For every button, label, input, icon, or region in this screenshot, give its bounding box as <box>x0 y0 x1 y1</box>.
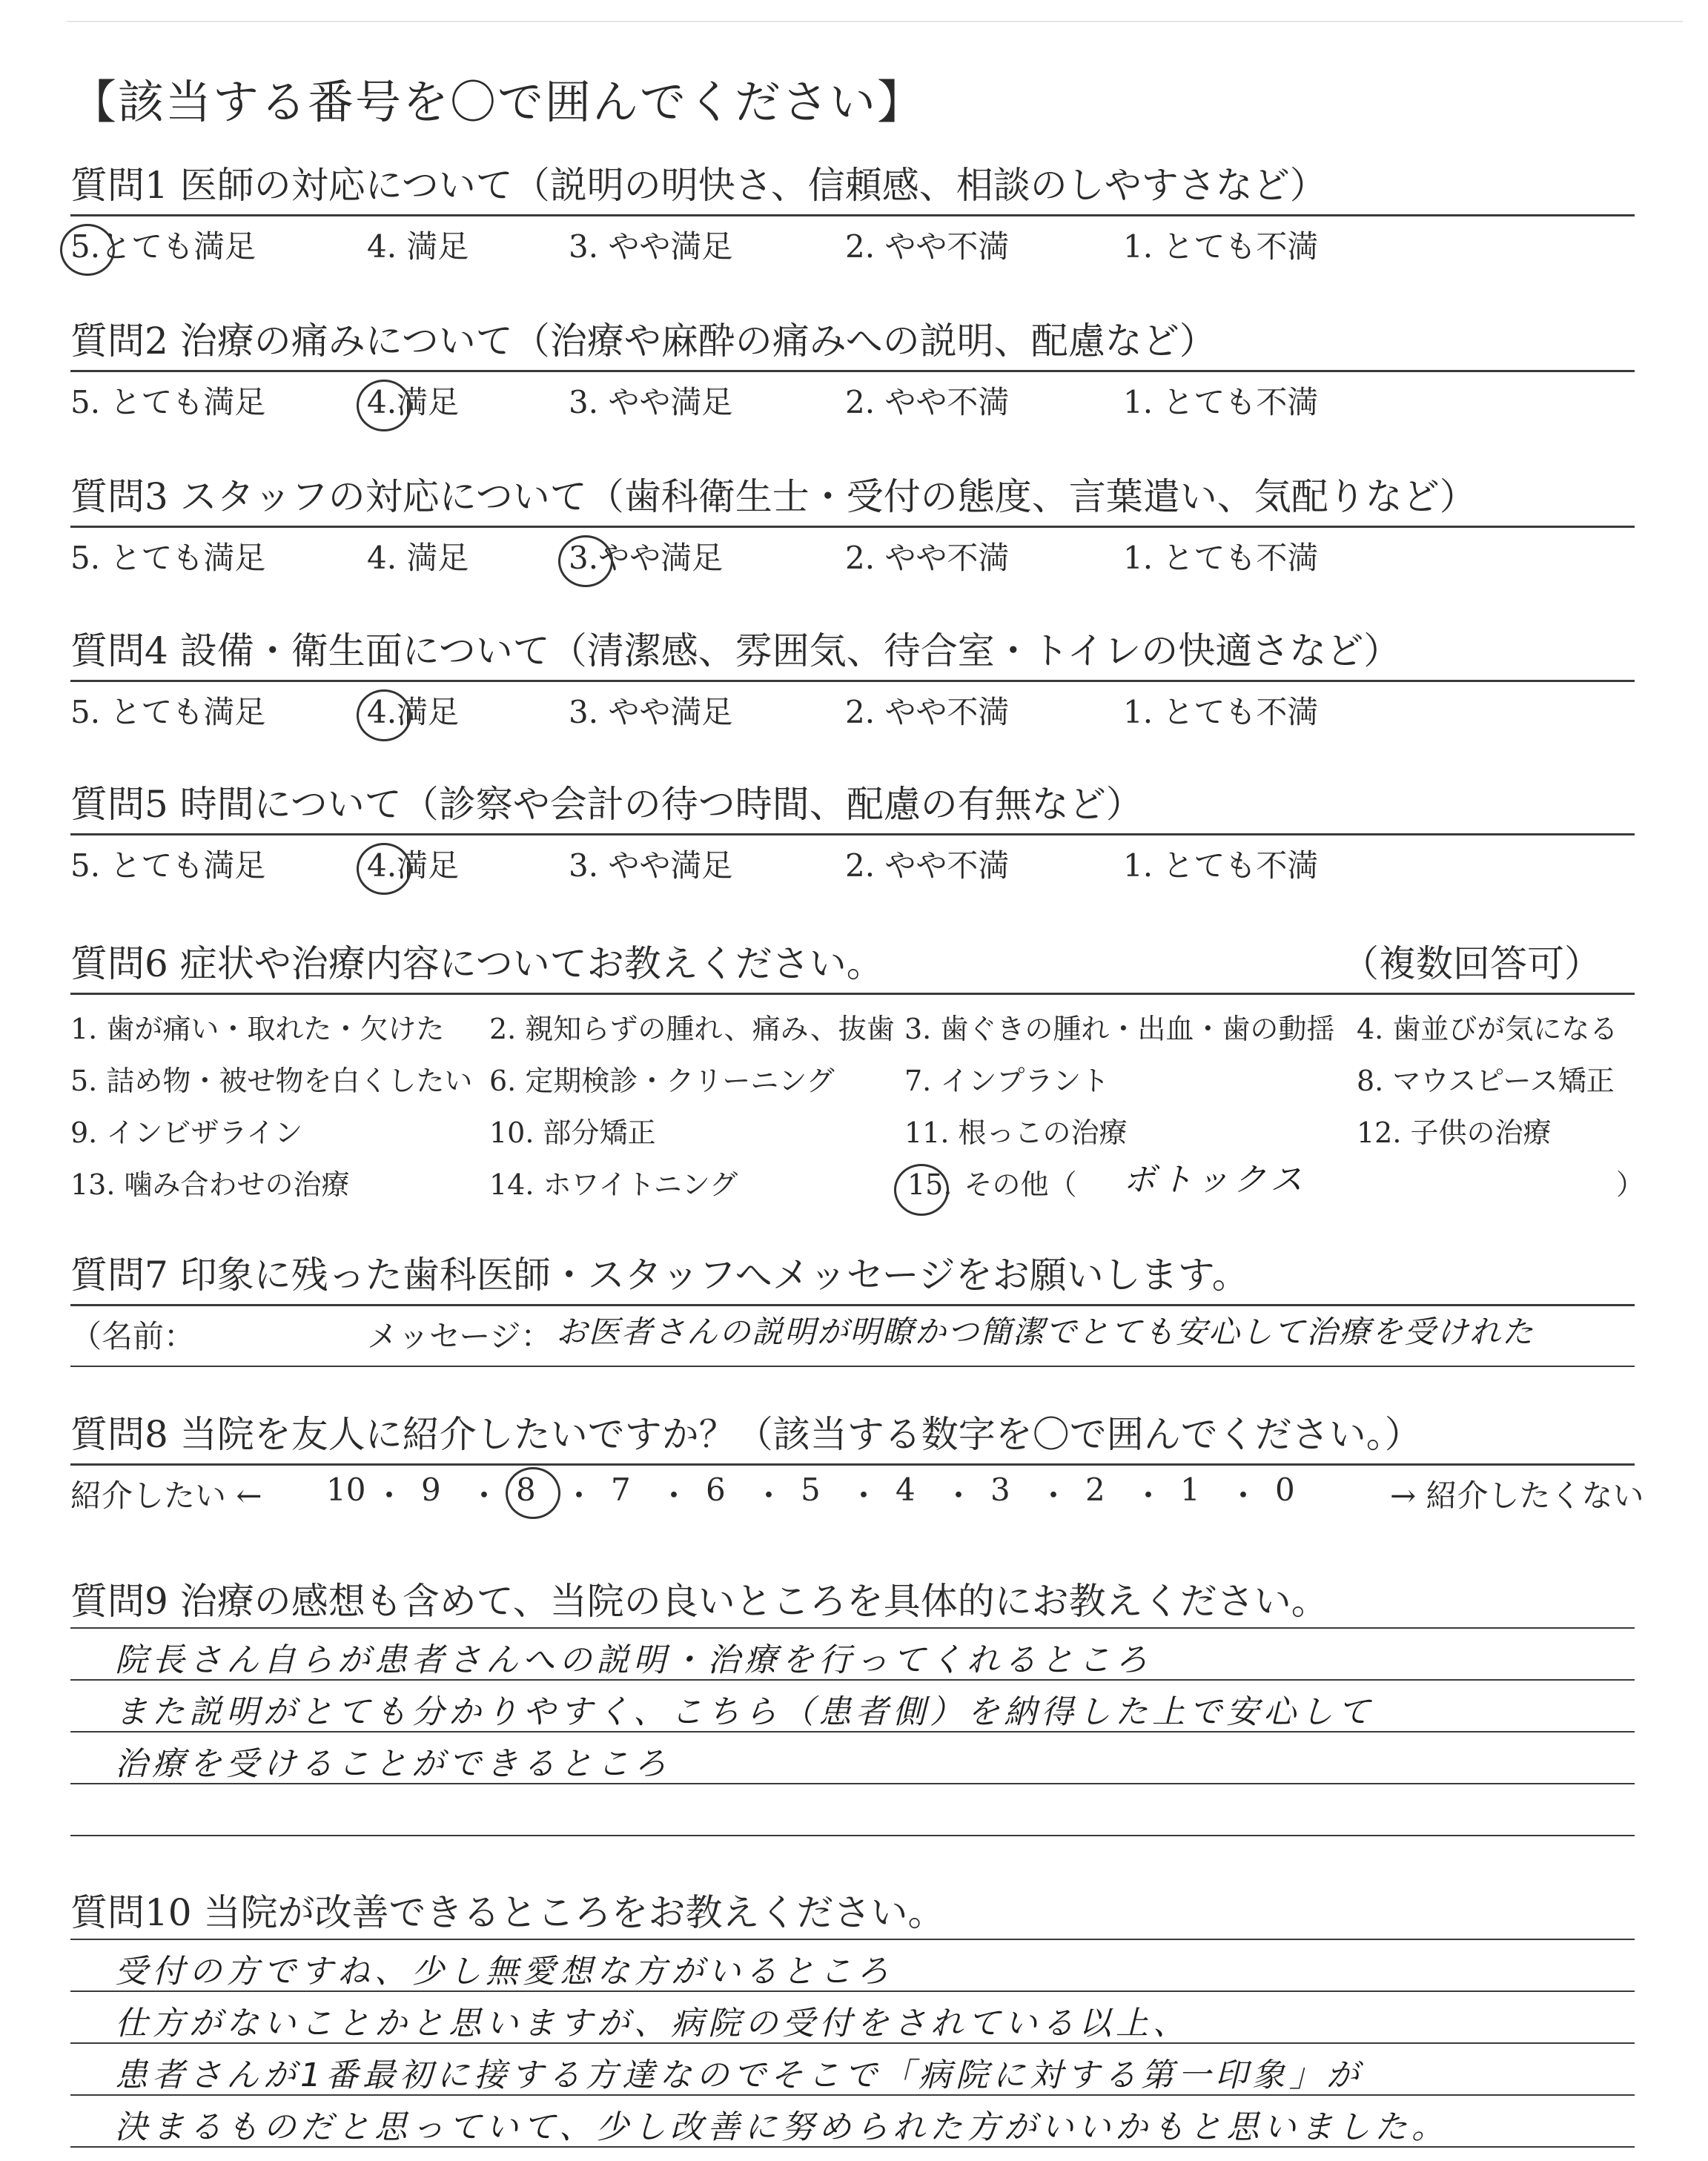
scale-value[interactable]: 5 <box>801 1472 821 1508</box>
rating-option[interactable]: 2. やや不満 <box>845 384 1010 420</box>
scale-value[interactable]: 3 <box>990 1472 1010 1508</box>
rating-option[interactable]: 5.とても満足 <box>70 228 256 265</box>
message-label: メッセージ： <box>367 1318 552 1354</box>
other-close-paren: ） <box>1616 1168 1645 1201</box>
rating-option[interactable]: 1. とても不満 <box>1123 384 1319 420</box>
scale-value[interactable]: 6 <box>706 1472 726 1508</box>
rating-option[interactable]: 5. とても満足 <box>70 847 266 884</box>
scale-value[interactable]: 1 <box>1180 1472 1200 1508</box>
rating-option[interactable]: 3. やや満足 <box>569 694 733 730</box>
q9-answer-area[interactable] <box>70 1627 1635 1872</box>
handwritten-line: また説明がとても分かりやすく、こちら（患者側）を納得した上で安心して <box>115 1693 1375 1731</box>
question-4-label: 質問4 設備・衛生面について（清潔感、雰囲気、待合室・トイレの快適さなど） <box>70 629 1401 672</box>
question-1-label: 質問1 医師の対応について（説明の明快さ、信頼感、相談のしやすさなど） <box>70 164 1327 207</box>
scale-value[interactable]: 7 <box>611 1472 631 1508</box>
rating-option[interactable]: 3. やや満足 <box>569 228 733 265</box>
rating-option[interactable]: 3. やや満足 <box>569 847 733 884</box>
symptom-option[interactable]: 7. インプラント <box>904 1065 1110 1097</box>
symptom-option[interactable]: 12. 子供の治療 <box>1357 1116 1552 1149</box>
question-3 <box>70 471 1635 580</box>
scale-separator: ・ <box>469 1477 500 1514</box>
scale-value[interactable]: 2 <box>1085 1472 1105 1508</box>
multiple-answer-note: （複数回答可） <box>1342 942 1601 985</box>
question-5-label: 質問5 時間について（診察や会計の待つ時間、配慮の有無など） <box>70 783 1143 826</box>
q10-answer-area[interactable] <box>70 1939 1635 2161</box>
rating-option[interactable]: 5. とても満足 <box>70 384 266 420</box>
question-10 <box>70 1887 1635 2161</box>
ruled-line <box>70 1731 1635 1733</box>
other-text[interactable]: ボトックス <box>1123 1161 1308 1199</box>
scale-value[interactable]: 4 <box>896 1472 916 1508</box>
rating-option[interactable]: 1. とても不満 <box>1123 847 1319 884</box>
scale-separator: ・ <box>1133 1477 1165 1514</box>
rating-option[interactable]: 4.満足 <box>367 694 460 730</box>
symptom-option[interactable]: 11. 根っこの治療 <box>904 1116 1128 1149</box>
ruled-line <box>70 2094 1635 2096</box>
recommend-right-label: → 紹介したくない <box>1390 1477 1644 1514</box>
scale-separator: ・ <box>374 1477 406 1514</box>
scale-separator: ・ <box>1038 1477 1070 1514</box>
question-8 <box>70 1409 1644 1518</box>
question-2 <box>70 315 1635 424</box>
question-9 <box>70 1575 1635 1872</box>
selected-circle-mark: 3. <box>569 540 599 576</box>
question-9-label: 質問9 治療の感想も含めて、当院の良いところを具体的にお教えください。 <box>70 1580 1328 1623</box>
symptom-option[interactable]: 1. 歯が痛い・取れた・欠けた <box>70 1013 445 1045</box>
question-3-label: 質問3 スタッフの対応について（歯科衛生士・受付の態度、言葉遣い、気配りなど） <box>70 475 1477 518</box>
rating-option[interactable]: 5. とても満足 <box>70 694 266 730</box>
rating-options <box>70 682 1635 734</box>
symptom-option[interactable]: 3. 歯ぐきの腫れ・出血・歯の動揺 <box>904 1013 1335 1045</box>
selected-circle-mark: 15. <box>904 1168 955 1201</box>
question-6-label: 質問6 症状や治療内容についてお教えください。 <box>70 942 884 985</box>
rating-option[interactable]: 1. とても不満 <box>1123 540 1319 576</box>
symptom-options <box>70 995 1645 1210</box>
question-4 <box>70 625 1635 734</box>
scale-separator: ・ <box>1228 1477 1260 1514</box>
question-7-label: 質問7 印象に残った歯科医師・スタッフへメッセージをお願いします。 <box>70 1254 1249 1297</box>
ruled-line <box>70 1679 1635 1681</box>
rating-options <box>70 835 1635 887</box>
selected-circle-mark: 8 <box>516 1472 536 1508</box>
scale-value[interactable] <box>516 1472 536 1508</box>
ruled-line <box>70 2042 1635 2044</box>
handwritten-line: 受付の方ですね、少し無愛想な方がいるところ <box>115 1953 893 1990</box>
ruled-line <box>70 1627 1635 1629</box>
rating-option[interactable]: 3.やや満足 <box>569 540 724 576</box>
handwritten-line: 決まるものだと思っていて、少し改善に努められた方がいいかもと思いました。 <box>115 2108 1449 2146</box>
question-7 <box>70 1249 1635 1367</box>
symptom-option[interactable]: 10. 部分矯正 <box>489 1116 656 1149</box>
rating-option[interactable]: 4. 満足 <box>367 228 469 265</box>
recommend-scale <box>70 1466 1644 1518</box>
ruled-line <box>70 1939 1635 1940</box>
symptom-option[interactable]: 9. インビザライン <box>70 1116 303 1149</box>
selected-circle-mark: 4. <box>367 847 397 884</box>
rating-option[interactable]: 2. やや不満 <box>845 694 1010 730</box>
handwritten-line: 治療を受けることができるところ <box>115 1745 671 1783</box>
symptom-option[interactable]: 15. その他（ <box>904 1162 1077 1202</box>
ruled-line <box>70 1990 1635 1992</box>
symptom-option[interactable]: 8. マウスピース矯正 <box>1357 1065 1615 1097</box>
message-text[interactable]: お医者さんの説明が明瞭かつ簡潔でとても安心して治療を受けれた <box>556 1314 1535 1350</box>
rating-option[interactable]: 4.満足 <box>367 847 460 884</box>
symptom-option[interactable]: 14. ホワイトニング <box>489 1168 738 1201</box>
recommend-left-label: 紹介したい ← <box>70 1477 262 1514</box>
question-10-label: 質問10 当院が改善できるところをお教えください。 <box>70 1891 945 1934</box>
symptom-option[interactable]: 13. 噛み合わせの治療 <box>70 1168 350 1201</box>
handwritten-line: 患者さんが1番最初に接する方達なのでそこで「病院に対する第一印象」が <box>115 2056 1363 2094</box>
symptom-option[interactable]: 2. 親知らずの腫れ、痛み、抜歯 <box>489 1013 895 1045</box>
scale-separator: ・ <box>943 1477 975 1514</box>
form-title: 【該当する番号を〇で囲んでください】 <box>70 75 925 129</box>
selected-circle-mark: 5. <box>70 228 101 265</box>
rating-option[interactable]: 3. やや満足 <box>569 384 733 420</box>
symptom-option[interactable]: 4. 歯並びが気になる <box>1357 1013 1618 1045</box>
question-1 <box>70 159 1635 268</box>
question-2-label: 質問2 治療の痛みについて（治療や麻酔の痛みへの説明、配慮など） <box>70 320 1217 363</box>
ruled-line <box>70 2146 1635 2148</box>
name-label: （名前： <box>70 1318 196 1354</box>
rating-option[interactable]: 4.満足 <box>367 384 460 420</box>
symptom-option[interactable]: 5. 詰め物・被せ物を白くしたい <box>70 1065 473 1097</box>
rating-option[interactable]: 2. やや不満 <box>845 228 1010 265</box>
scale-separator: ・ <box>563 1477 595 1514</box>
handwritten-line: 院長さん自らが患者さんへの説明・治療を行ってくれるところ <box>115 1641 1153 1679</box>
rating-option[interactable]: 2. やや不満 <box>845 847 1010 884</box>
question-5 <box>70 778 1635 887</box>
selected-circle-mark: 4. <box>367 384 397 420</box>
question-8-label: 質問8 当院を友人に紹介したいですか？（該当する数字を〇で囲んでください。） <box>70 1413 1422 1456</box>
answer-rule <box>70 1366 1635 1367</box>
scale-separator: ・ <box>658 1477 690 1514</box>
scale-value[interactable]: 9 <box>421 1472 441 1508</box>
symptom-option[interactable]: 6. 定期検診・クリーニング <box>489 1065 835 1097</box>
handwritten-line: 仕方がないことかと思いますが、病院の受付をされている以上、 <box>115 2005 1190 2042</box>
rating-option[interactable]: 4. 満足 <box>367 540 469 576</box>
rating-option[interactable]: 5. とても満足 <box>70 540 266 576</box>
scale-value[interactable]: 10 <box>326 1472 366 1508</box>
ruled-line <box>70 1835 1635 1836</box>
top-border <box>67 21 1683 22</box>
selected-circle-mark: 4. <box>367 694 397 730</box>
rating-option[interactable]: 2. やや不満 <box>845 540 1010 576</box>
scale-separator: ・ <box>753 1477 785 1514</box>
rating-options <box>70 216 1635 268</box>
question-6 <box>70 938 1645 1210</box>
rating-option[interactable]: 1. とても不満 <box>1123 228 1319 265</box>
ruled-line <box>70 1783 1635 1784</box>
scale-separator: ・ <box>848 1477 880 1514</box>
rating-options <box>70 528 1635 580</box>
rating-options <box>70 372 1635 424</box>
scale-value[interactable]: 0 <box>1275 1472 1295 1508</box>
rating-option[interactable]: 1. とても不満 <box>1123 694 1319 730</box>
